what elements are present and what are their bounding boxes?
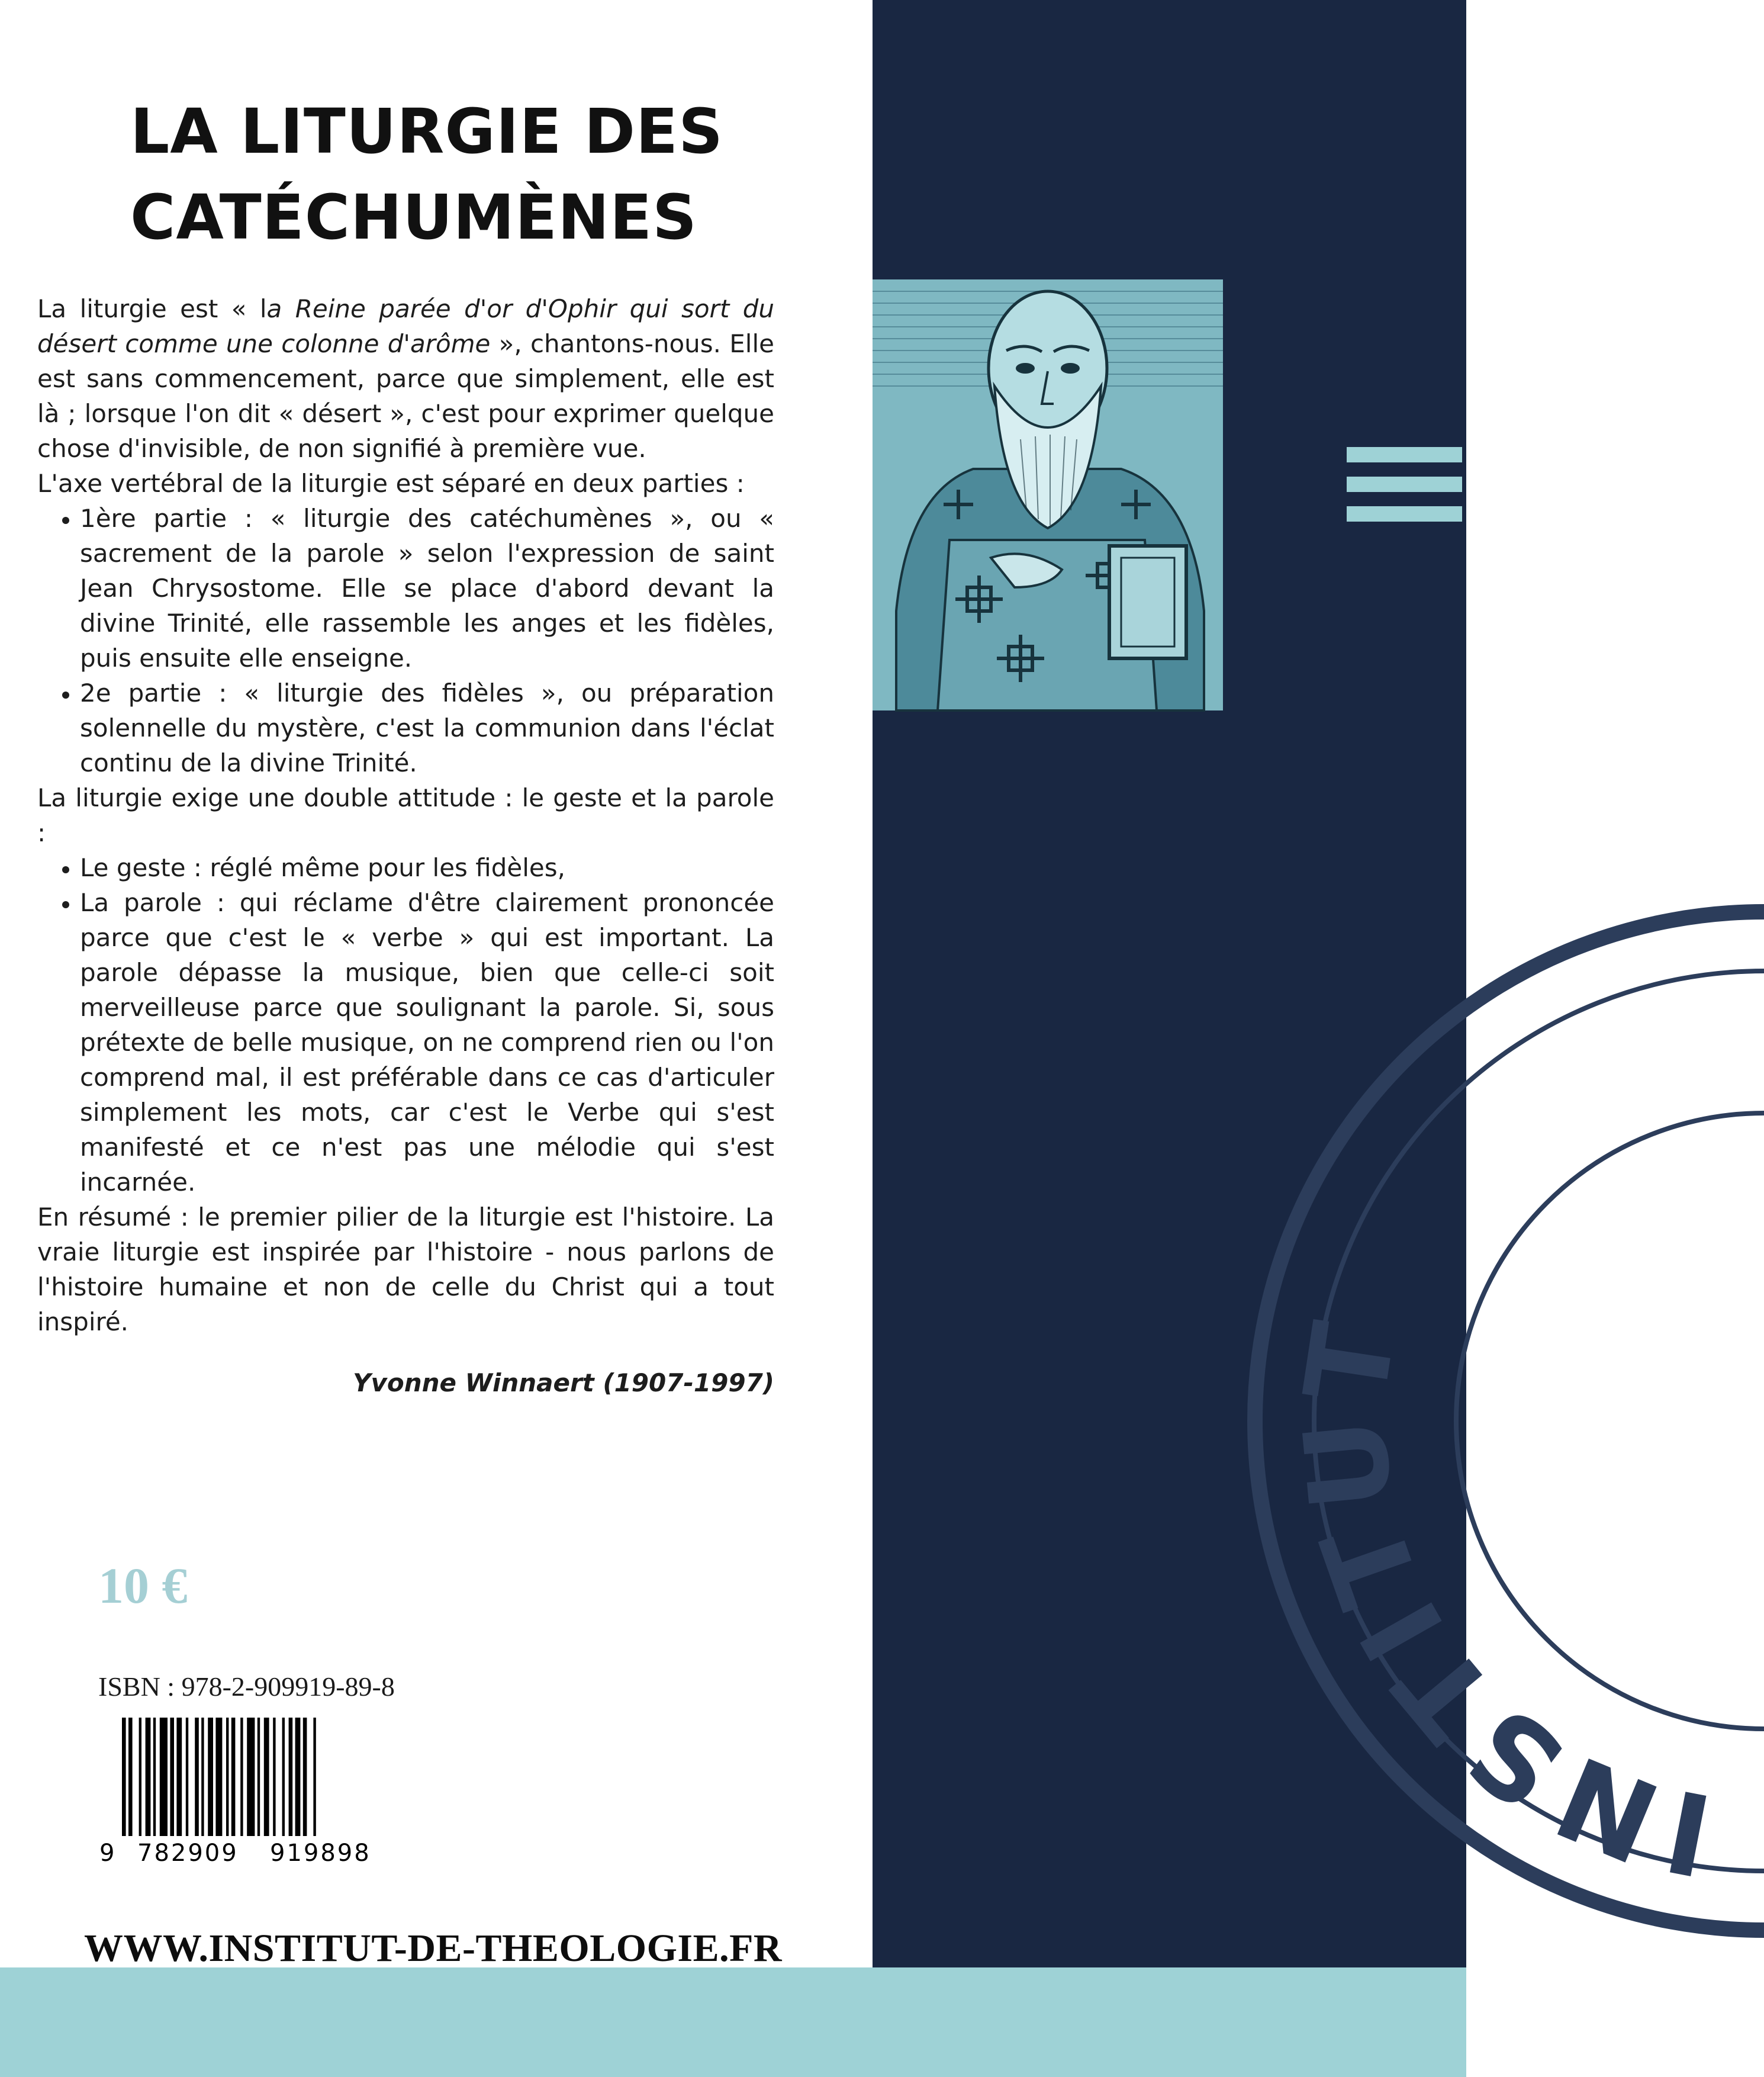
intro-quote: a Reine parée d'or d'Ophir qui sort du désert comme une colonne d'arôme — [37, 294, 774, 358]
institute-seal-watermark — [1231, 888, 1764, 1954]
website-url[interactable]: WWW.INSTITUT-DE-THEOLOGIE.FR — [84, 1927, 783, 1970]
barcode-group-2: 919898 — [270, 1840, 371, 1867]
barcode-bar — [128, 1718, 133, 1836]
barcode-bar — [282, 1718, 285, 1836]
barcode-bar — [257, 1718, 260, 1836]
barcode-bar — [240, 1718, 243, 1836]
barcode-bar — [146, 1718, 151, 1836]
seal-text: INSTITUT — [1278, 1307, 1722, 1901]
barcode-bar — [170, 1718, 174, 1836]
back-cover-text — [37, 291, 774, 1400]
axis-sentence: L'axe vertébral de la liturgie est séparé en deux parties : — [37, 469, 745, 498]
barcode-bar — [176, 1718, 182, 1836]
attitudes-list — [37, 850, 774, 1200]
barcode-bar — [208, 1718, 213, 1836]
barcode-bar — [289, 1718, 293, 1836]
barcode-bar — [247, 1718, 255, 1836]
barcode-bar — [186, 1718, 188, 1836]
ean-barcode — [98, 1713, 406, 1867]
intro-text-end: », chantons-nous. Elle est sans commencement, parce que simplement, elle est là ; lorsque l'on dit « désert », c'est pour exprimer quelque chose d'invisible, de non signifié à première vue. — [37, 329, 774, 463]
barcode-lead-digit: 9 — [99, 1840, 115, 1867]
seal-lettering — [1279, 1307, 1721, 1900]
menu-bar — [1347, 447, 1462, 462]
isbn-label: ISBN : 978-2-909919-89-8 — [98, 1671, 395, 1702]
menu-bar — [1347, 477, 1462, 492]
barcode-bar — [313, 1718, 316, 1836]
barcode-bar — [201, 1718, 204, 1836]
attitude-sentence: La liturgie exige une double attitude : le geste et la parole : — [37, 783, 774, 847]
barcode-bar — [273, 1718, 275, 1836]
book-title — [130, 89, 781, 261]
barcode-bar — [231, 1718, 236, 1836]
menu-bars-icon — [1347, 447, 1462, 536]
saint-portrait-icon — [873, 279, 1223, 710]
bottom-teal-band — [0, 1967, 1466, 2077]
title-line-1: LA LITURGIE DES — [130, 95, 723, 168]
summary-paragraph: En résumé : le premier pilier de la liturgie est l'histoire. La vraie liturgie est inspirée par l'histoire - nous parlons de l'histoire humaine et non de celle du Christ qui a tout inspiré. — [37, 1203, 774, 1336]
barcode-bar — [215, 1718, 222, 1836]
title-line-2: CATÉCHUMÈNES — [130, 181, 698, 253]
barcode-bar — [160, 1718, 168, 1836]
barcode-group-1: 782909 — [137, 1840, 239, 1867]
list-item: • 2e partie : « liturgie des fidèles », ou préparation solennelle du mystère, c'est la communion dans l'éclat continu de la divine Trinité. — [80, 676, 774, 780]
menu-bar — [1347, 506, 1462, 522]
list-item: • 1ère partie : « liturgie des catéchumènes », ou « sacrement de la parole » selon l'expression de saint Jean Chrysostome. Elle se place d'abord devant la divine Trinité, elle rassemble les anges et les fidèles, puis ensuite elle enseigne. — [80, 501, 774, 676]
barcode-bar — [139, 1718, 141, 1836]
intro-text-start: La liturgie est « l — [37, 294, 267, 323]
parts-list — [37, 501, 774, 780]
barcode-bar — [303, 1718, 307, 1836]
author-signature: Yvonne Winnaert (1907-1997) — [353, 1368, 774, 1397]
barcode-bar — [195, 1718, 199, 1836]
barcode-bar — [122, 1718, 126, 1836]
barcode-bar — [226, 1718, 228, 1836]
price-label: 10 € — [98, 1557, 188, 1614]
barcode-bar — [264, 1718, 269, 1836]
list-item: • La parole : qui réclame d'être clairement prononcée parce que c'est le « verbe » qui est important. La parole dépasse la musique, bien que celle-ci soit merveilleuse parce que soulignant la parole. Si, sous prétexte de belle musique, on ne comprend rien ou l'on comprend mal, il est préférable dans ce cas d'articuler simplement les mots, car c'est le Verbe qui s'est manifesté et ce n'est pas une mélodie qui s'est incarnée. — [80, 885, 774, 1200]
barcode-bar — [295, 1718, 301, 1836]
barcode-bar — [153, 1718, 156, 1836]
intro-paragraph — [37, 291, 774, 466]
list-item: • Le geste : réglé même pour les fidèles, — [80, 850, 774, 885]
